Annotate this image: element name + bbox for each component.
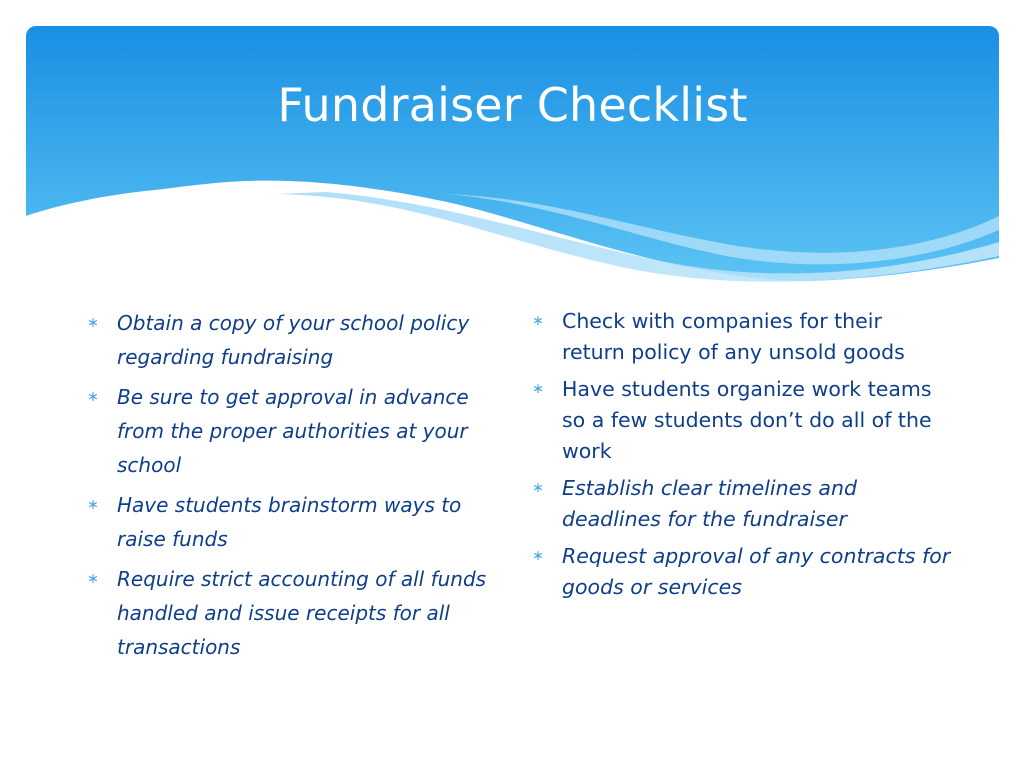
list-item-text: Have students organize work teams so a few students don’t do all of the work — [562, 377, 932, 463]
title-banner — [26, 26, 999, 286]
list-item-text: Establish clear timelines and deadlines for the fundraiser — [562, 476, 857, 531]
left-checklist — [86, 306, 496, 670]
asterisk-bullet-icon: ∗ — [532, 313, 544, 329]
asterisk-bullet-icon: ∗ — [87, 315, 99, 331]
list-item — [86, 562, 496, 664]
list-item — [531, 541, 951, 603]
asterisk-bullet-icon: ∗ — [87, 497, 99, 513]
list-item — [86, 380, 496, 482]
asterisk-bullet-icon: ∗ — [87, 571, 99, 587]
list-item — [531, 306, 951, 368]
list-item-text: Be sure to get approval in advance from the proper authorities at your school — [117, 385, 469, 477]
list-item — [531, 473, 951, 535]
asterisk-bullet-icon: ∗ — [532, 548, 544, 564]
list-item-text: Request approval of any contracts for goods or services — [562, 544, 951, 599]
list-item-text: Obtain a copy of your school policy regarding fundraising — [117, 311, 470, 369]
slide-title: Fundraiser Checklist — [277, 78, 748, 132]
wave-banner-graphic — [26, 26, 999, 286]
list-item — [86, 488, 496, 556]
asterisk-bullet-icon: ∗ — [532, 381, 544, 397]
list-item-text: Require strict accounting of all funds handled and issue receipts for all transactions — [117, 567, 487, 659]
list-item-text: Check with companies for their return policy of any unsold goods — [562, 309, 905, 364]
right-checklist — [531, 306, 951, 609]
list-item — [531, 374, 951, 467]
asterisk-bullet-icon: ∗ — [87, 389, 99, 405]
list-item-text: Have students brainstorm ways to raise funds — [117, 493, 462, 551]
list-item — [86, 306, 496, 374]
asterisk-bullet-icon: ∗ — [532, 480, 544, 496]
